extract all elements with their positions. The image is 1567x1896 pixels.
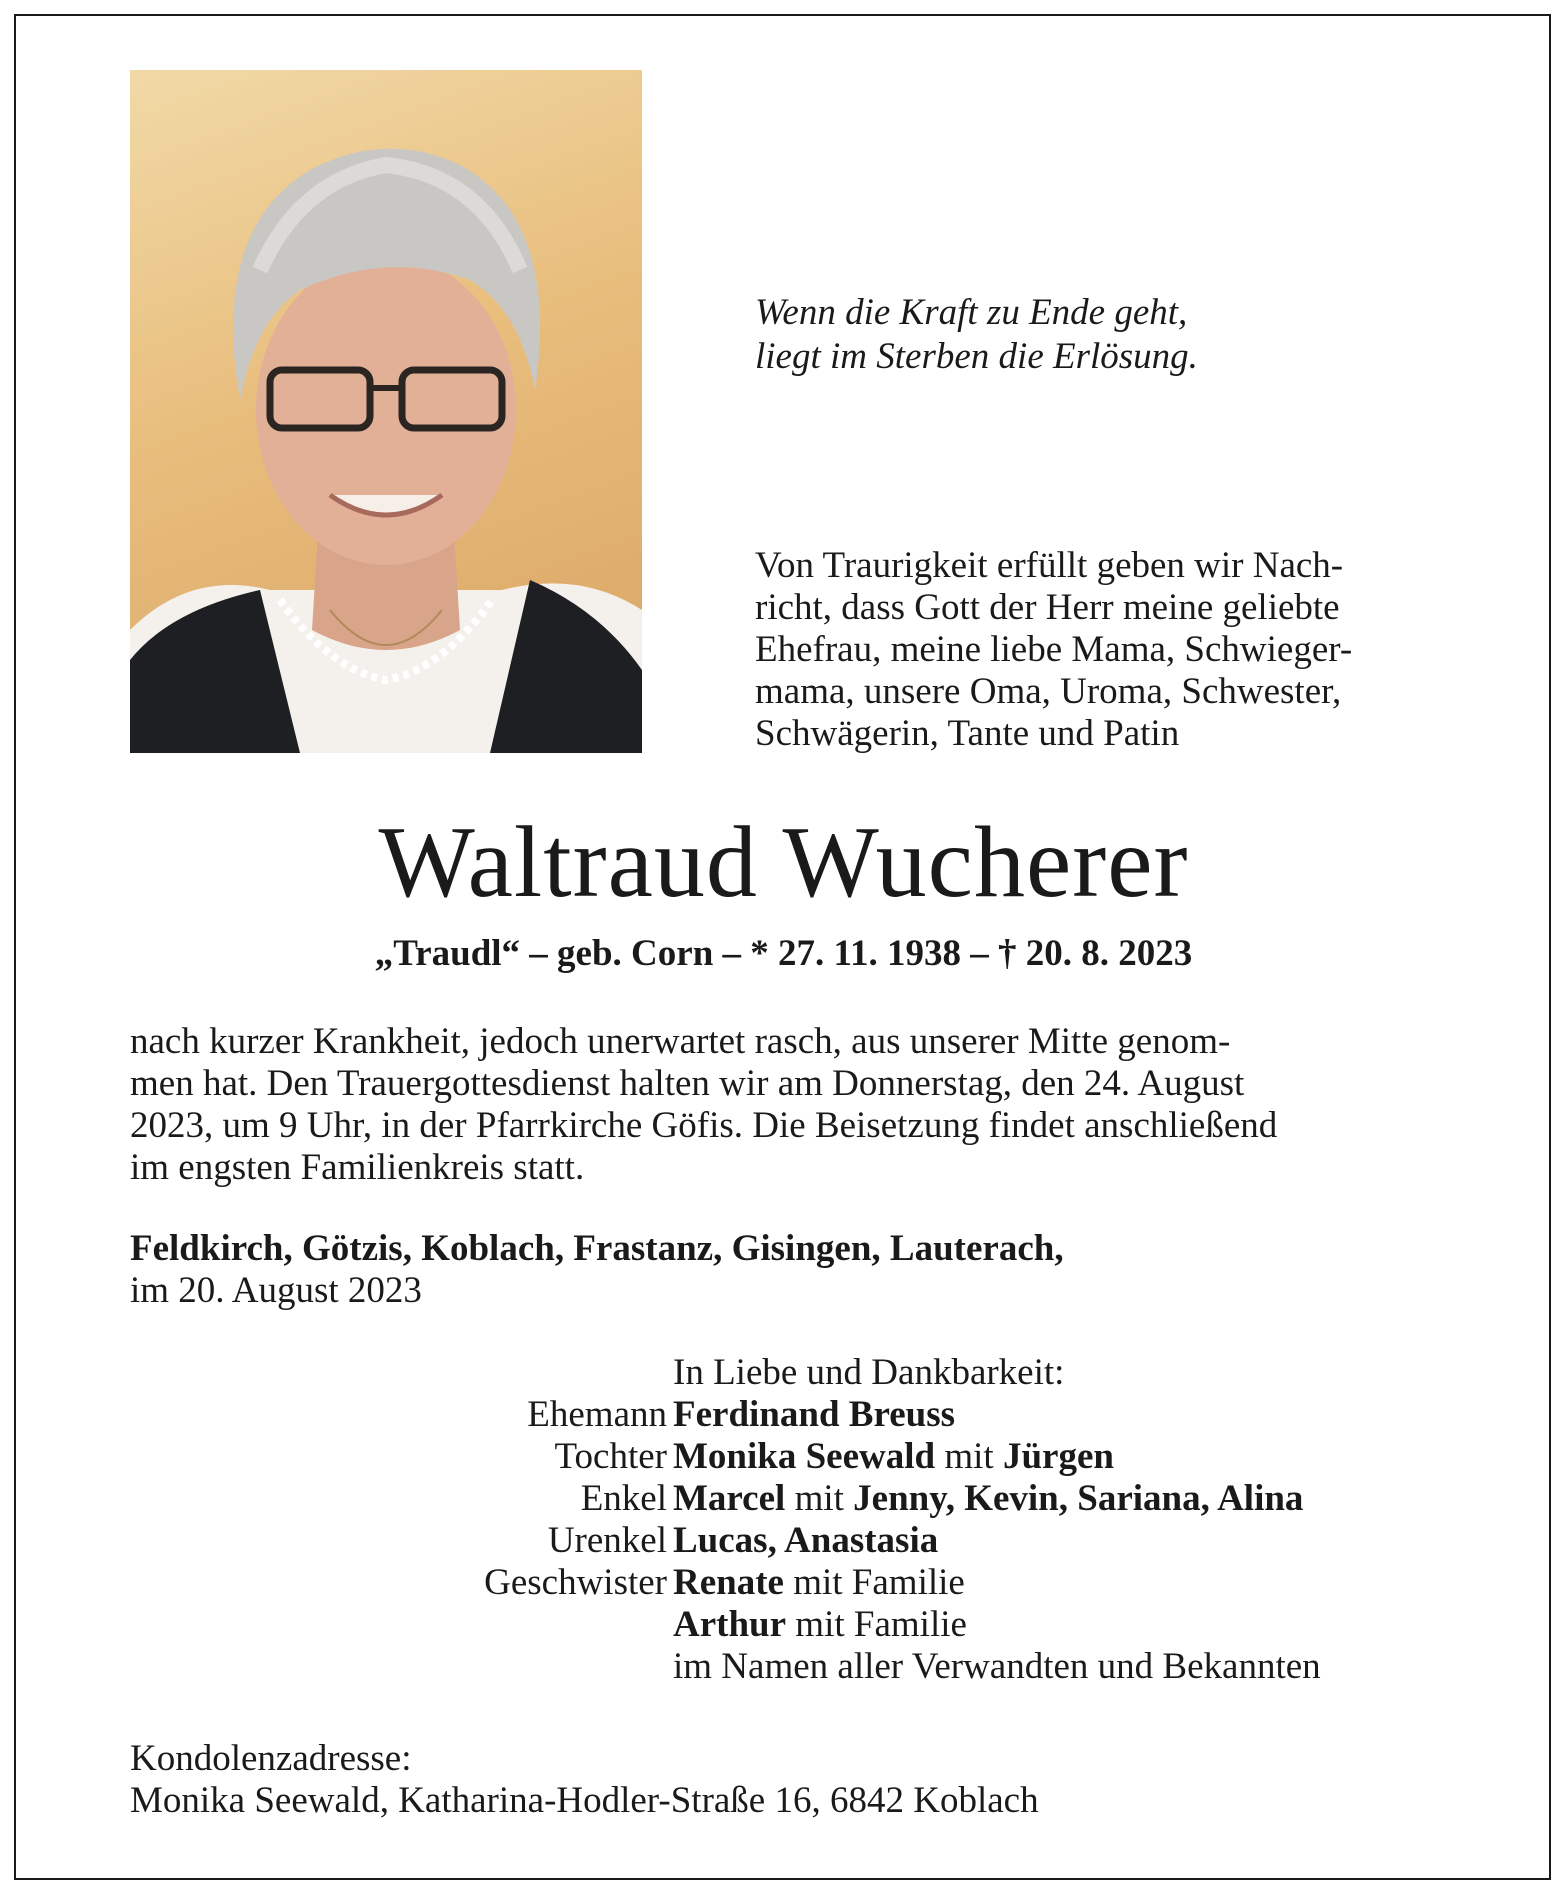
places-block xyxy=(130,1228,1450,1312)
signers-heading: In Liebe und Dankbarkeit: xyxy=(673,1352,1065,1393)
signer-name: Lucas, Anastasia xyxy=(673,1520,939,1561)
signer-connector: mit Familie xyxy=(786,1604,967,1645)
signer-connector: mit xyxy=(935,1436,1003,1477)
signer-row xyxy=(0,1562,1567,1604)
signer-row xyxy=(0,1520,1567,1562)
signer-row xyxy=(0,1646,1567,1688)
deceased-name: Waltraud Wucherer xyxy=(378,806,1189,919)
intro-line: mama, unsere Oma, Uroma, Schwester, xyxy=(755,671,1342,712)
body-line: 2023, um 9 Uhr, in der Pfarrkirche Göfis. Die Beisetzung findet anschließend xyxy=(130,1105,1278,1146)
motto-line: Wenn die Kraft zu Ende geht, xyxy=(755,292,1188,333)
intro-line: Ehefrau, meine liebe Mama, Schwieger- xyxy=(755,629,1353,670)
body-line: im engsten Familienkreis statt. xyxy=(130,1147,585,1188)
signer-row xyxy=(0,1436,1567,1478)
intro-line: Von Traurigkeit erfüllt geben wir Nach- xyxy=(755,545,1344,586)
intro-line: Schwägerin, Tante und Patin xyxy=(755,713,1180,754)
signer-rows xyxy=(0,1394,1567,1688)
signer-name: Renate xyxy=(673,1562,784,1603)
intro-paragraph xyxy=(755,545,1455,755)
signer-connector: mit xyxy=(785,1478,854,1519)
places-towns: Feldkirch, Götzis, Koblach, Frastanz, Gisingen, Lauterach, xyxy=(130,1228,1064,1269)
condolence-label: Kondolenzadresse: xyxy=(130,1738,412,1779)
signer-names xyxy=(673,1604,967,1646)
signer-names xyxy=(673,1562,965,1604)
signer-names xyxy=(673,1394,955,1436)
signers-heading-row xyxy=(0,1352,1567,1394)
signer-name: Jürgen xyxy=(1002,1436,1114,1477)
signer-names xyxy=(673,1478,1303,1520)
signer-name: Marcel xyxy=(673,1478,786,1519)
signer-connector: im Namen aller Verwandten und Bekannten xyxy=(673,1646,1321,1687)
condolence-address: Monika Seewald, Katharina-Hodler-Straße 16, 6842 Koblach xyxy=(130,1780,1039,1821)
signer-name: Monika Seewald xyxy=(673,1436,936,1477)
signer-relation: Urenkel xyxy=(547,1520,667,1561)
portrait-illustration xyxy=(130,70,642,753)
places-date: im 20. August 2023 xyxy=(130,1270,422,1311)
signer-relation: Tochter xyxy=(554,1436,667,1477)
signer-relation: Ehemann xyxy=(527,1394,667,1435)
portrait-photo xyxy=(130,70,642,753)
condolence-block xyxy=(130,1738,1450,1822)
signer-row xyxy=(0,1394,1567,1436)
signer-names xyxy=(673,1520,938,1562)
body-line: men hat. Den Trauergottesdienst halten wir am Donnerstag, den 24. August xyxy=(130,1063,1245,1104)
signer-name: Jenny, Kevin, Sariana, Alina xyxy=(853,1478,1304,1519)
signer-connector: mit Familie xyxy=(783,1562,965,1603)
funeral-details xyxy=(130,1021,1450,1189)
signer-row xyxy=(0,1478,1567,1520)
signer-names xyxy=(673,1646,1321,1688)
motto-line: liegt im Sterben die Erlösung. xyxy=(755,336,1198,377)
deceased-subtitle: „Traudl“ – geb. Corn – * 27. 11. 1938 – † 20. 8. 2023 xyxy=(374,933,1193,974)
signer-relation: Enkel xyxy=(580,1478,667,1519)
motto-verse xyxy=(755,291,1455,379)
signer-row xyxy=(0,1604,1567,1646)
signer-name: Arthur xyxy=(673,1604,787,1645)
signer-relation: Geschwister xyxy=(484,1562,667,1603)
intro-line: richt, dass Gott der Herr meine geliebte xyxy=(755,587,1340,628)
signer-name: Ferdinand Breuss xyxy=(673,1394,956,1435)
signers-block xyxy=(0,1352,1567,1688)
body-line: nach kurzer Krankheit, jedoch unerwartet rasch, aus unserer Mitte genom- xyxy=(130,1021,1231,1062)
signer-names xyxy=(673,1436,1114,1478)
